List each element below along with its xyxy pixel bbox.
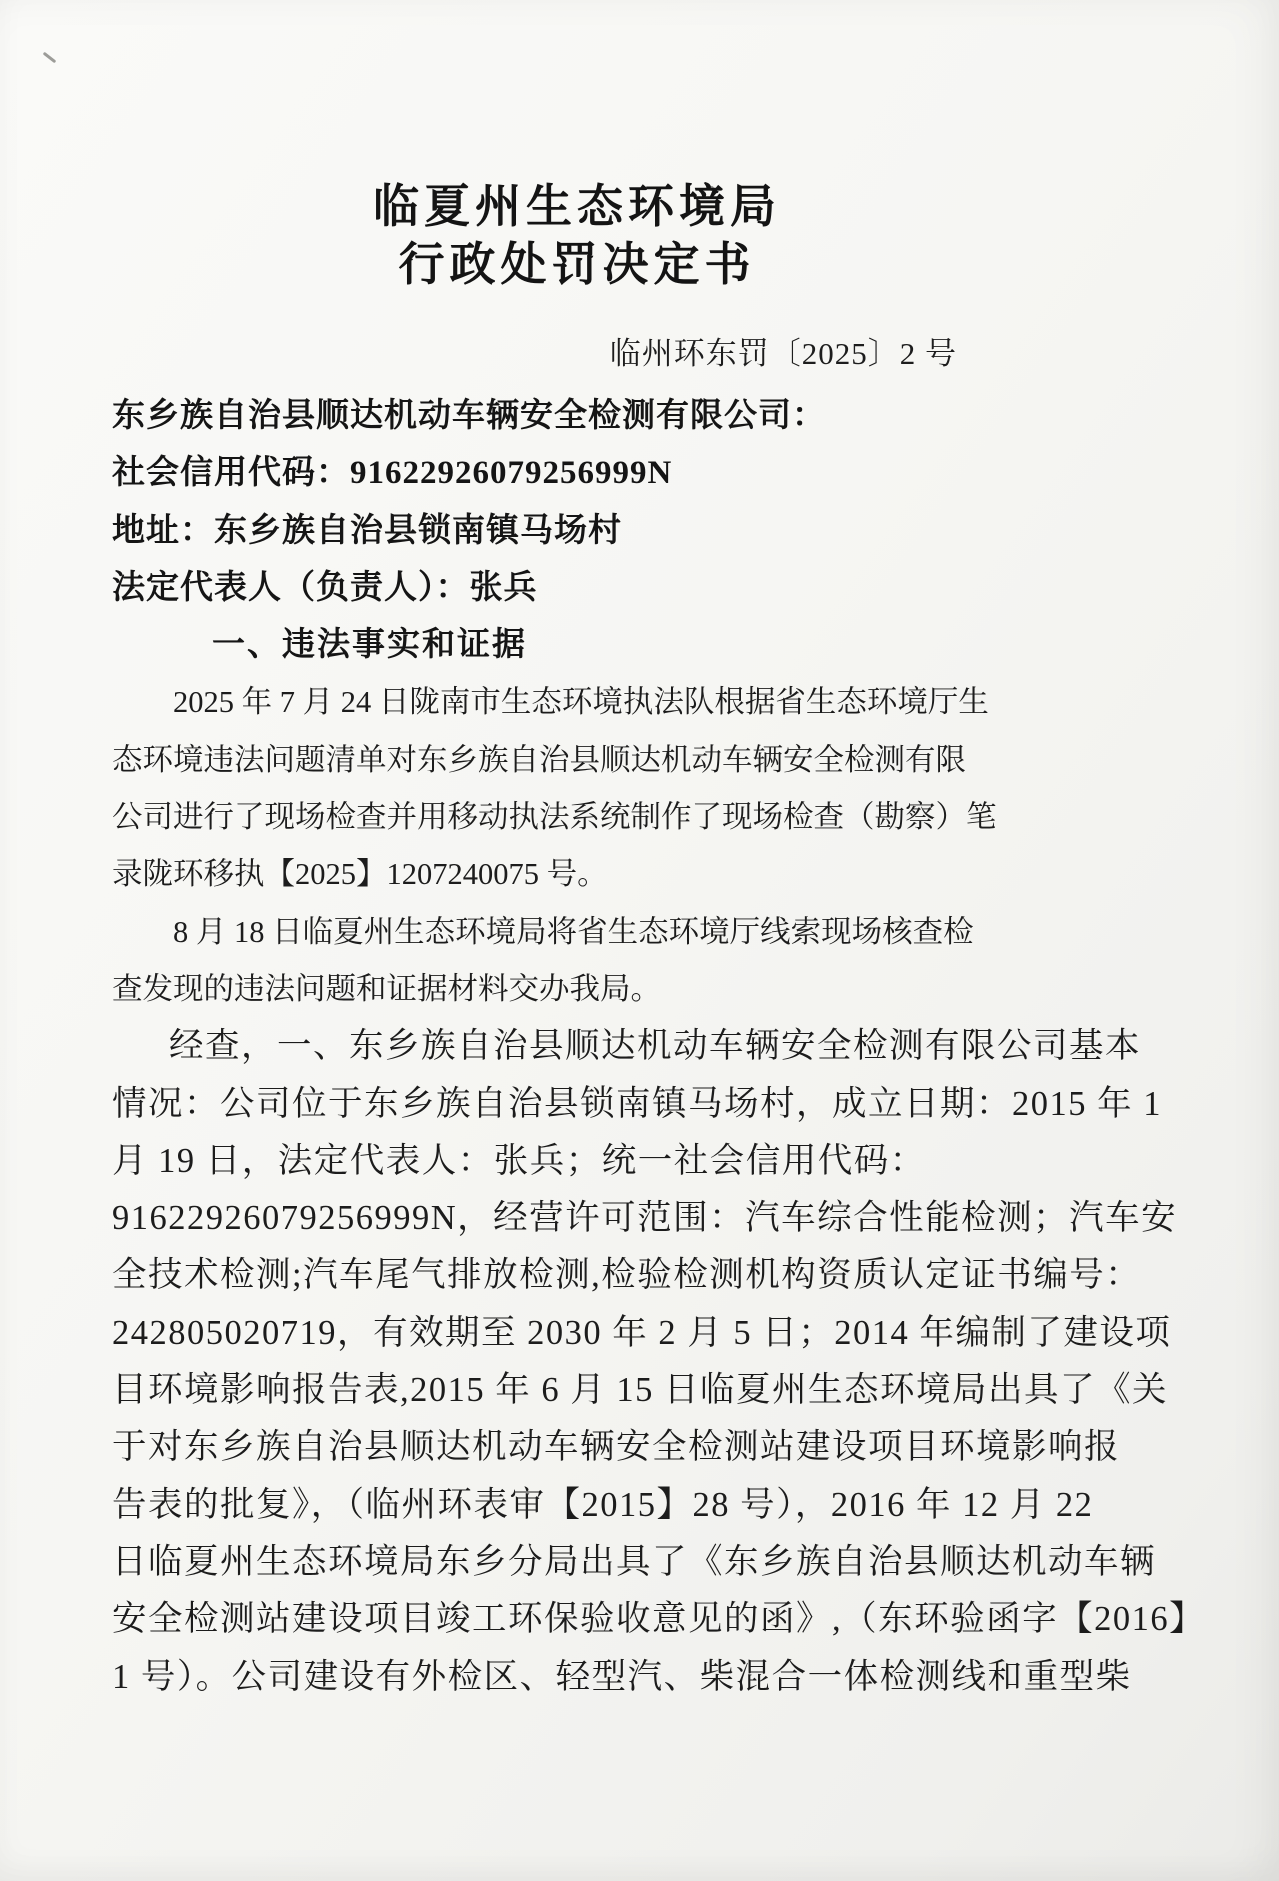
paragraph2-line: 8 月 18 日临夏州生态环境局将省生态环境厅线索现场核查检 — [173, 914, 974, 949]
paragraph3-line: 91622926079256999N，经营许可范围：汽车综合性能检测；汽车安 — [112, 1199, 1178, 1238]
paragraph3-line: 目环境影响报告表,2015 年 6 月 15 日临夏州生态环境局出具了《关 — [112, 1371, 1168, 1410]
paragraph3-line: 月 19 日，法定代表人：张兵；统一社会信用代码： — [112, 1141, 926, 1180]
document-body — [112, 388, 1206, 1706]
document-title-type: 行政处罚决定书 — [398, 239, 756, 290]
paragraph3-line: 告表的批复》，（临州环表审【2015】28 号），2016 年 12 月 22 — [112, 1485, 1094, 1524]
recipient-address-line: 地址：东乡族自治县锁南镇马场村 — [112, 512, 622, 549]
paragraph1-line: 2025 年 7 月 24 日陇南市生态环境执法队根据省生态环境厅生 — [173, 685, 989, 720]
paragraph2-line: 查发现的违法问题和证据材料交办我局。 — [112, 971, 661, 1006]
scan-artifact-mark — [43, 52, 57, 64]
paragraph3-line: 1 号）。公司建设有外检区、轻型汽、柴混合一体检测线和重型柴 — [112, 1657, 1132, 1696]
paragraph3-line: 全技术检测;汽车尾气排放检测,检验检测机构资质认定证书编号： — [112, 1256, 1142, 1295]
paragraph3-line: 安全检测站建设项目竣工环保验收意见的函》,（东环验函字【2016】 — [112, 1600, 1206, 1639]
paragraph1-line: 录陇环移执【2025】1207240075 号。 — [112, 857, 608, 892]
paragraph1-line: 态环境违法问题清单对东乡族自治县顺达机动车辆安全检测有限 — [112, 742, 966, 777]
paragraph3-line: 经查，一、东乡族自治县顺达机动车辆安全检测有限公司基本 — [169, 1027, 1141, 1066]
paragraph1-line: 公司进行了现场检查并用移动执法系统制作了现场检查（勘察）笔 — [112, 800, 997, 835]
recipient-credit-code-line: 社会信用代码：91622926079256999N — [112, 455, 673, 492]
paragraph3-line: 情况：公司位于东乡族自治县锁南镇马场村，成立日期：2015 年 1 — [112, 1084, 1162, 1123]
paragraph3-line: 于对东乡族自治县顺达机动车辆安全检测站建设项目环境影响报 — [112, 1428, 1120, 1467]
section-heading-facts-evidence: 一、违法事实和证据 — [212, 627, 527, 664]
paragraph3-line: 242805020719，有效期至 2030 年 2 月 5 日；2014 年编制了建设项 — [112, 1313, 1172, 1352]
paragraph3-line: 日临夏州生态环境局东乡分局出具了《东乡族自治县顺达机动车辆 — [112, 1542, 1156, 1581]
document-title-org: 临夏州生态环境局 — [373, 181, 781, 232]
recipient-legal-representative-line: 法定代表人（负责人）：张兵 — [112, 569, 538, 606]
document-number: 临州环东罚〔2025〕2 号 — [609, 336, 957, 371]
recipient-company-line: 东乡族自治县顺达机动车辆安全检测有限公司： — [112, 398, 826, 434]
